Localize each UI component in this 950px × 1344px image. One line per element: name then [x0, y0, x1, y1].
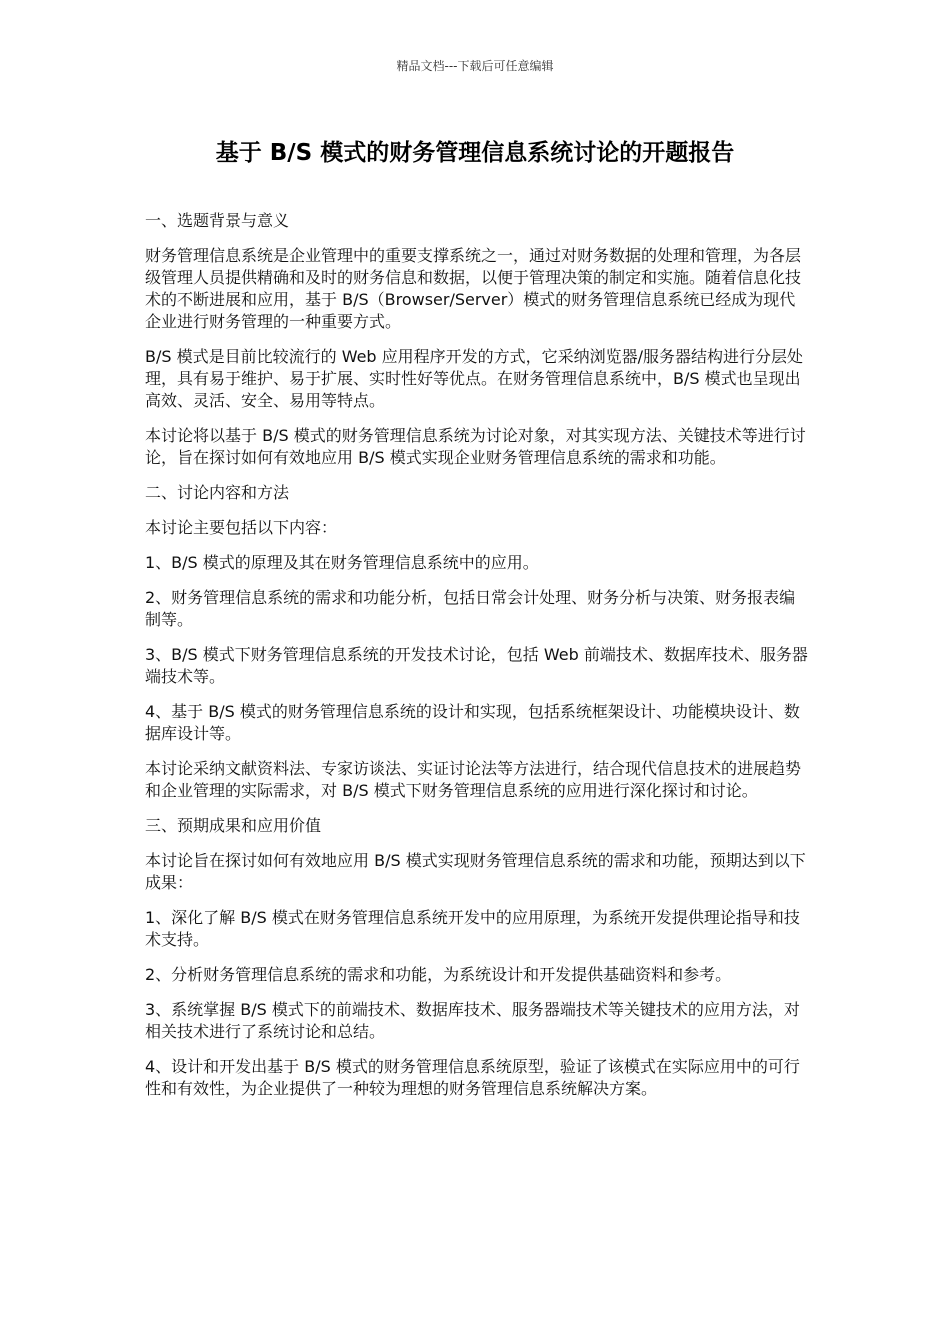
list-item-outcome-2: 2、分析财务管理信息系统的需求和功能，为系统设计和开发提供基础资料和参考。 — [145, 965, 732, 984]
page-header: 精品文档---下载后可任意编辑 — [396, 59, 554, 73]
list-item-outcome-1: 1、深化了解 B/S 模式在财务管理信息系统开发中的应用原理，为系统开发提供理论指导和技术支持。 — [145, 908, 800, 949]
section-heading-content: 二、讨论内容和方法 — [145, 483, 290, 502]
paragraph-background-1: 财务管理信息系统是企业管理中的重要支撑系统之一，通过对财务数据的处理和管理，为各层级管理人员提供精确和及时的财务信息和数据，以便于管理决策的制定和实施。随着信息化技术的不断进展和应用，基于 B/S（Browser/Server）模式的财务管理信息系统已经成为现代企业进行财务管理的一种重要方式。 — [145, 246, 802, 331]
list-item-content-3: 3、B/S 模式下财务管理信息系统的开发技术讨论，包括 Web 前端技术、数据库技术、服务器端技术等。 — [145, 645, 808, 686]
paragraph-background-2: B/S 模式是目前比较流行的 Web 应用程序开发的方式，它采纳浏览器/服务器结构进行分层处理，具有易于维护、易于扩展、实时性好等优点。在财务管理信息系统中，B/S 模式也呈现出高效、灵活、安全、易用等特点。 — [145, 347, 804, 410]
list-item-content-4: 4、基于 B/S 模式的财务管理信息系统的设计和实现，包括系统框架设计、功能模块设计、数据库设计等。 — [145, 702, 800, 743]
section-heading-outcomes: 三、预期成果和应用价值 — [145, 816, 322, 835]
list-item-content-2: 2、财务管理信息系统的需求和功能分析，包括日常会计处理、财务分析与决策、财务报表编制等。 — [145, 588, 796, 629]
paragraph-methods: 本讨论采纳文献资料法、专家访谈法、实证讨论法等方法进行，结合现代信息技术的进展趋势和企业管理的实际需求，对 B/S 模式下财务管理信息系统的应用进行深化探讨和讨论。 — [145, 759, 802, 800]
paragraph-outcomes-intro: 本讨论旨在探讨如何有效地应用 B/S 模式实现财务管理信息系统的需求和功能，预期达到以下成果： — [145, 851, 806, 892]
list-item-outcome-4: 4、设计和开发出基于 B/S 模式的财务管理信息系统原型，验证了该模式在实际应用中的可行性和有效性，为企业提供了一种较为理想的财务管理信息系统解决方案。 — [145, 1057, 800, 1098]
list-item-content-1: 1、B/S 模式的原理及其在财务管理信息系统中的应用。 — [145, 553, 539, 572]
paragraph-background-3: 本讨论将以基于 B/S 模式的财务管理信息系统为讨论对象，对其实现方法、关键技术等进行讨论，旨在探讨如何有效地应用 B/S 模式实现企业财务管理信息系统的需求和功能。 — [145, 426, 806, 467]
document-title: 基于 B/S 模式的财务管理信息系统讨论的开题报告 — [215, 140, 735, 166]
list-item-outcome-3: 3、系统掌握 B/S 模式下的前端技术、数据库技术、服务器端技术等关键技术的应用方法，对相关技术进行了系统讨论和总结。 — [145, 1000, 800, 1041]
document-body — [145, 210, 810, 1113]
section-heading-background: 一、选题背景与意义 — [145, 211, 290, 230]
paragraph-content-intro: 本讨论主要包括以下内容： — [145, 518, 338, 537]
